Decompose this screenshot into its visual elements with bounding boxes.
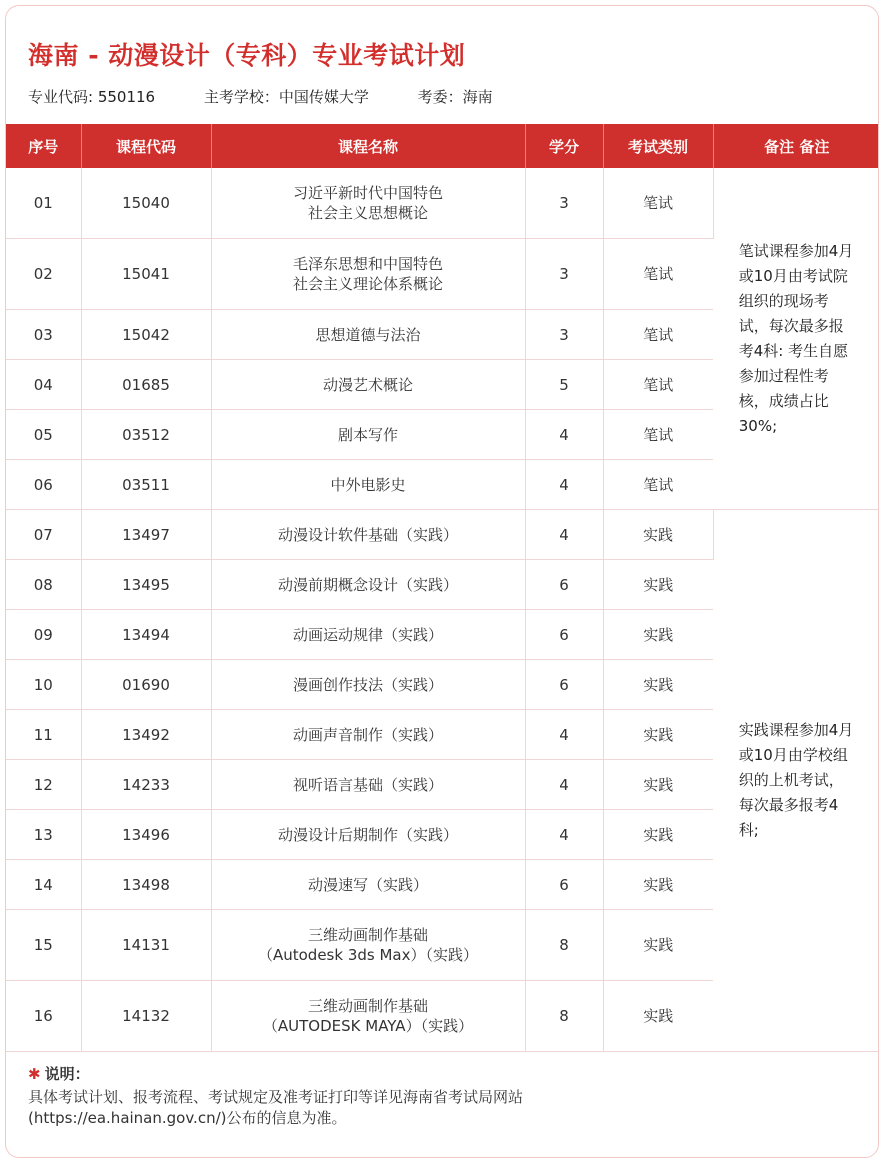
row-credit: 4 bbox=[525, 510, 603, 560]
row-no: 09 bbox=[6, 610, 81, 660]
meta-line bbox=[28, 86, 537, 107]
row-code: 03512 bbox=[81, 410, 211, 460]
row-credit: 4 bbox=[525, 710, 603, 760]
row-no: 15 bbox=[6, 910, 81, 981]
row-type: 实践 bbox=[603, 981, 713, 1052]
note-practice-text: 实践课程参加4月或10月由学校组织的上机考试，每次最多报考4科; bbox=[738, 721, 854, 839]
row-code: 03511 bbox=[81, 460, 211, 510]
table-row bbox=[6, 168, 879, 239]
row-name-line2: （Autodesk 3ds Max）（实践） bbox=[257, 946, 478, 964]
row-credit: 6 bbox=[525, 560, 603, 610]
footer-heading: 说明： bbox=[44, 1065, 90, 1083]
row-name: 视听语言基础（实践） bbox=[211, 760, 525, 810]
row-name: 剧本写作 bbox=[211, 410, 525, 460]
exam-plan-card bbox=[5, 5, 879, 1158]
row-no: 07 bbox=[6, 510, 81, 560]
row-name: 动画声音制作（实践） bbox=[211, 710, 525, 760]
row-no: 16 bbox=[6, 981, 81, 1052]
row-credit: 8 bbox=[525, 910, 603, 981]
col-header-no: 序号 bbox=[6, 124, 81, 168]
row-no: 10 bbox=[6, 660, 81, 710]
row-credit: 5 bbox=[525, 360, 603, 410]
row-type: 笔试 bbox=[603, 360, 713, 410]
row-code: 01685 bbox=[81, 360, 211, 410]
row-type: 笔试 bbox=[603, 239, 713, 310]
row-code: 14233 bbox=[81, 760, 211, 810]
row-no: 03 bbox=[6, 310, 81, 360]
row-credit: 4 bbox=[525, 460, 603, 510]
exam-committee: 考委：海南 bbox=[417, 88, 493, 106]
row-no: 04 bbox=[6, 360, 81, 410]
row-credit: 4 bbox=[525, 760, 603, 810]
row-type: 笔试 bbox=[603, 460, 713, 510]
row-name bbox=[211, 239, 525, 310]
row-type: 实践 bbox=[603, 610, 713, 660]
row-type: 实践 bbox=[603, 810, 713, 860]
row-name: 动漫设计软件基础（实践） bbox=[211, 510, 525, 560]
course-table bbox=[6, 124, 879, 1052]
row-code: 13492 bbox=[81, 710, 211, 760]
row-code: 15040 bbox=[81, 168, 211, 239]
row-name-line2: 社会主义思想概论 bbox=[307, 204, 428, 222]
row-name: 漫画创作技法（实践） bbox=[211, 660, 525, 710]
row-name-line2: （AUTODESK MAYA）（实践） bbox=[262, 1017, 474, 1035]
table-row bbox=[6, 510, 879, 560]
row-name: 动漫艺术概论 bbox=[211, 360, 525, 410]
row-code: 14132 bbox=[81, 981, 211, 1052]
row-no: 08 bbox=[6, 560, 81, 610]
row-no: 06 bbox=[6, 460, 81, 510]
row-name-line2: 社会主义理论体系概论 bbox=[292, 275, 443, 293]
row-name: 思想道德与法治 bbox=[211, 310, 525, 360]
row-credit: 3 bbox=[525, 239, 603, 310]
row-type: 实践 bbox=[603, 560, 713, 610]
row-credit: 6 bbox=[525, 660, 603, 710]
major-code: 专业代码: 550116 bbox=[28, 88, 156, 106]
row-code: 01690 bbox=[81, 660, 211, 710]
row-code: 14131 bbox=[81, 910, 211, 981]
row-type: 笔试 bbox=[603, 310, 713, 360]
page-title: 海南 - 动漫设计（专科）专业考试计划 bbox=[28, 41, 466, 70]
row-code: 13494 bbox=[81, 610, 211, 660]
row-name: 动漫设计后期制作（实践） bbox=[211, 810, 525, 860]
row-type: 实践 bbox=[603, 710, 713, 760]
row-credit: 6 bbox=[525, 610, 603, 660]
col-header-type: 考试类别 bbox=[603, 124, 713, 168]
row-name: 中外电影史 bbox=[211, 460, 525, 510]
row-type: 笔试 bbox=[603, 410, 713, 460]
row-name: 动画运动规律（实践） bbox=[211, 610, 525, 660]
row-type: 实践 bbox=[603, 760, 713, 810]
row-code: 15041 bbox=[81, 239, 211, 310]
footer-line-2: (https://ea.hainan.gov.cn/)公布的信息为准。 bbox=[28, 1109, 347, 1127]
col-header-code: 课程代码 bbox=[81, 124, 211, 168]
row-code: 13498 bbox=[81, 860, 211, 910]
row-name: 动漫速写（实践） bbox=[211, 860, 525, 910]
col-header-credit: 学分 bbox=[525, 124, 603, 168]
row-credit: 4 bbox=[525, 410, 603, 460]
row-code: 13497 bbox=[81, 510, 211, 560]
row-name bbox=[211, 168, 525, 239]
row-type: 实践 bbox=[603, 510, 713, 560]
row-no: 14 bbox=[6, 860, 81, 910]
row-name-line1: 三维动画制作基础 bbox=[307, 926, 428, 944]
host-school: 主考学校：中国传媒大学 bbox=[203, 88, 369, 106]
row-credit: 8 bbox=[525, 981, 603, 1052]
footer-line-1: 具体考试计划、报考流程、考试规定及准考证打印等详见海南省考试局网站 bbox=[28, 1088, 524, 1106]
row-name-line1: 习近平新时代中国特色 bbox=[292, 184, 443, 202]
row-code: 15042 bbox=[81, 310, 211, 360]
row-no: 11 bbox=[6, 710, 81, 760]
row-type: 实践 bbox=[603, 910, 713, 981]
row-code: 13495 bbox=[81, 560, 211, 610]
col-header-note: 备注 备注 bbox=[713, 124, 879, 168]
row-name bbox=[211, 981, 525, 1052]
note-written-text: 笔试课程参加4月或10月由考试院组织的现场考试，每次最多报考4科: 考生自愿参加过程性考核，成绩占比30%; bbox=[738, 241, 854, 435]
table-header-row bbox=[6, 124, 879, 168]
col-header-name: 课程名称 bbox=[211, 124, 525, 168]
footer-heading-line bbox=[28, 1064, 848, 1085]
row-type: 实践 bbox=[603, 860, 713, 910]
row-credit: 4 bbox=[525, 810, 603, 860]
row-name-line1: 三维动画制作基础 bbox=[307, 997, 428, 1015]
note-practice bbox=[713, 510, 879, 1052]
row-type: 笔试 bbox=[603, 168, 713, 239]
footer-note bbox=[28, 1064, 848, 1129]
row-type: 实践 bbox=[603, 660, 713, 710]
row-credit: 6 bbox=[525, 860, 603, 910]
row-name bbox=[211, 910, 525, 981]
row-credit: 3 bbox=[525, 168, 603, 239]
row-no: 13 bbox=[6, 810, 81, 860]
row-name-line1: 毛泽东思想和中国特色 bbox=[292, 255, 443, 273]
row-name: 动漫前期概念设计（实践） bbox=[211, 560, 525, 610]
asterisk-icon: ✱ bbox=[28, 1065, 41, 1083]
row-no: 02 bbox=[6, 239, 81, 310]
row-no: 05 bbox=[6, 410, 81, 460]
note-written bbox=[713, 168, 879, 510]
row-no: 12 bbox=[6, 760, 81, 810]
row-code: 13496 bbox=[81, 810, 211, 860]
row-no: 01 bbox=[6, 168, 81, 239]
row-credit: 3 bbox=[525, 310, 603, 360]
